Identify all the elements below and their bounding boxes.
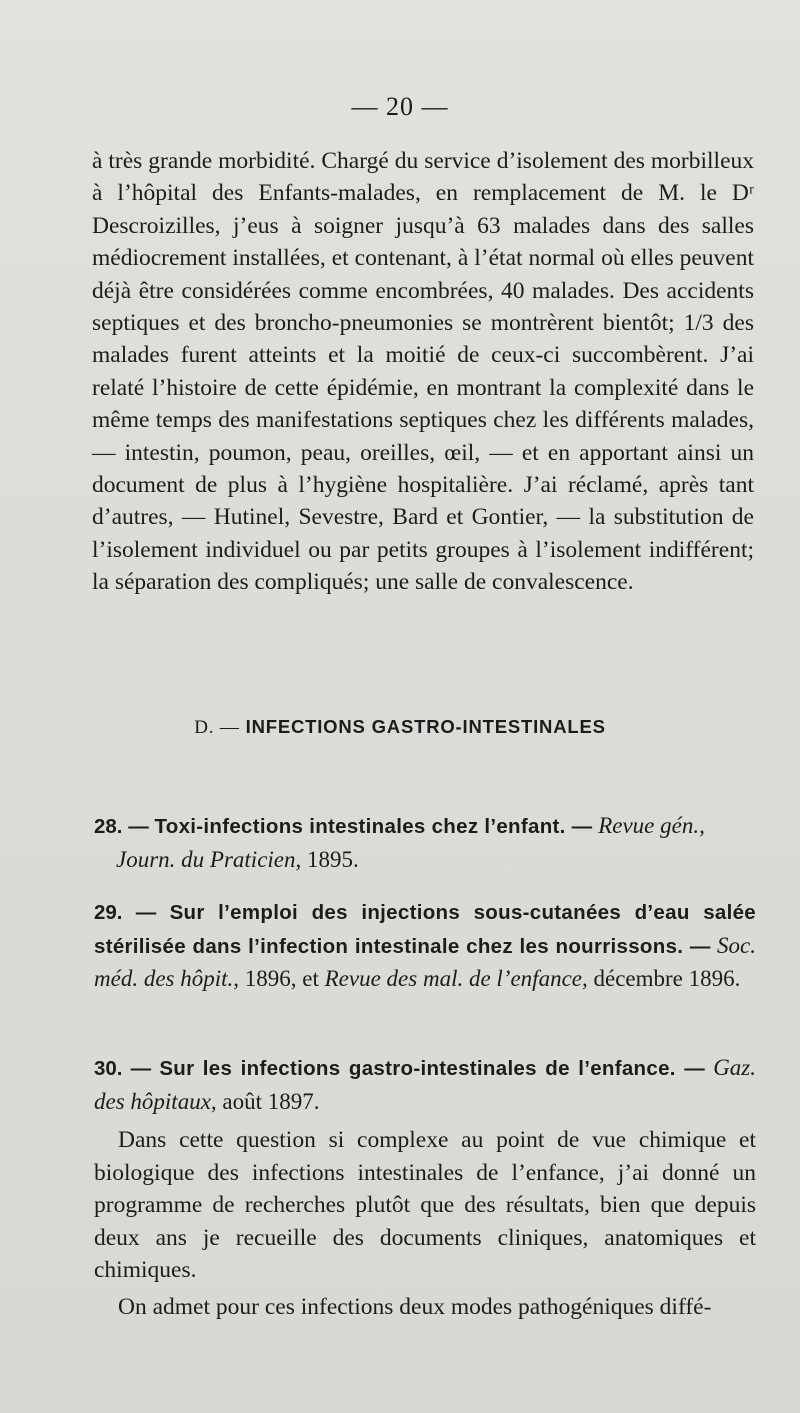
reference-28 [94,810,756,876]
reference-source: Soc. méd. des hôpit., [94,932,756,992]
page-number: — 20 — [351,92,449,121]
reference-continuation [94,844,756,877]
reference-title: Toxi-infections intestinales chez l’enfant. — [154,815,593,838]
reference-source: Gaz. des hôpitaux, [94,1055,756,1114]
section-letter: D. — [194,717,240,738]
reference-date: 1896, et [244,966,319,992]
closing-text-block [94,1124,756,1324]
reference-source: Revue gén., [598,813,705,838]
reference-source: Revue des mal. de l’enfance, [324,966,588,992]
section-heading [0,716,800,739]
reference-number: 29. — [94,901,157,924]
reference-30 [94,1052,756,1118]
closing-paragraph: Dans cette question si complexe au point de vue chimique et biologique des infections intestinales de l’enfance, j’ai donné un programme de recherches plutôt que des résultats, bien que depuis deux ans je recueille des documents cliniques, anatomiques et chimiques. [94,1127,756,1284]
reference-date: 1895. [307,846,359,872]
intro-paragraph: à très grande morbidité. Chargé du service d’isolement des morbilleux à l’hôpital des Enfants-malades, en remplacement de M. le Dʳ Descroizilles, j’eus à soigner jusqu’à 63 malades dans des salles médiocrement installées, et contenant, à l’état normal où elles peuvent déjà être considérées comme encombrées, 40 malades. Des accidents septiques et des broncho-pneumonies se montrèrent bientôt; 1/3 des malades furent atteints et la moitié de ceux-ci succombèrent. J’ai relaté l’histoire de cette épidémie, en montrant la complexité dans le même temps des manifestations septiques chez les différents malades, — intestin, poumon, peau, oreilles, œil, — et en apportant ainsi un document de plus à l’hygiène hospitalière. J’ai réclamé, après tant d’autres, — Hutinel, Sevestre, Bard et Gontier, — la substitution de l’isolement individuel ou par petits groupes à l’isolement indifférent; la séparation des compliqués; une salle de convalescence. [92,148,754,596]
reference-number: 30. — [94,1057,152,1080]
reference-number: 28. — [94,815,149,838]
intro-paragraph-block [92,145,754,599]
reference-title: Sur l’emploi des injections sous-cutanées d’eau salée stérilisée dans l’infection intestinale chez les nourrissons. — [94,901,756,958]
reference-date: décembre 1896. [593,966,741,992]
reference-29 [94,896,756,996]
closing-paragraph: On admet pour ces infections deux modes pathogéniques diffé- [118,1293,712,1320]
reference-title: Sur les infections gastro-intestinales de l’enfance. — [159,1057,705,1080]
reference-source: Journ. du Praticien, [116,846,302,872]
section-title: INFECTIONS GASTRO-INTESTINALES [245,716,606,737]
reference-date: août 1897. [222,1088,320,1114]
